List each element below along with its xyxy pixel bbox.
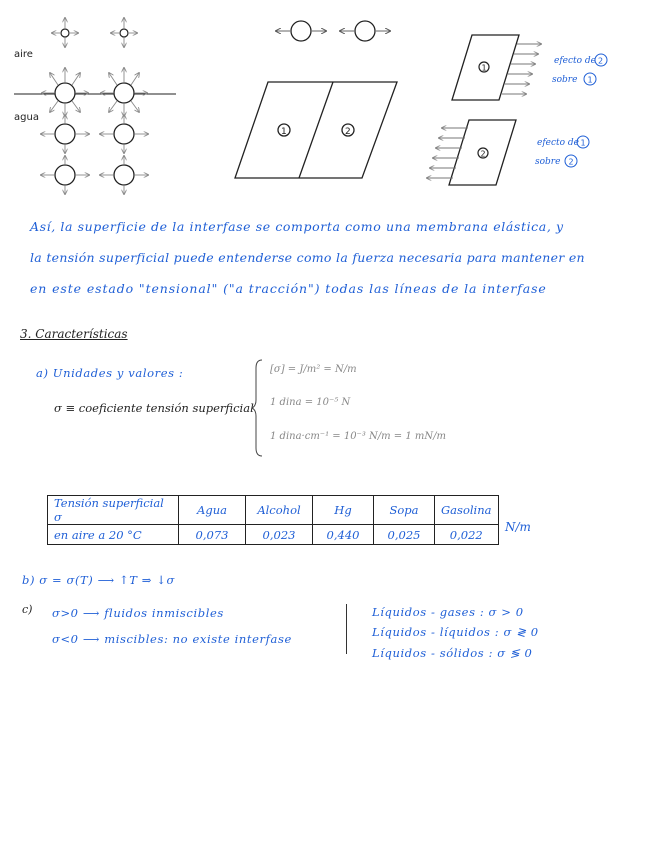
item-b: b) σ = σ(T) ⟶ ↑T ⇒ ↓σ: [22, 573, 175, 587]
table-cell: 0,440: [313, 525, 374, 545]
surface-tension-table: [47, 495, 499, 545]
item-c1: σ>0 ⟶ fluidos inmiscibles: [52, 606, 224, 620]
svg-text:2: 2: [480, 149, 486, 159]
pulling-circles: [276, 21, 390, 41]
col-header: Sopa: [374, 496, 435, 525]
item-c-label: c): [22, 603, 33, 616]
bulk-molecules: [41, 115, 148, 194]
svg-text:1: 1: [580, 138, 586, 148]
svg-text:efecto de: efecto de: [554, 56, 597, 66]
coef-definition: σ ≡ coeficiente tensión superficial: [54, 401, 254, 415]
paragraph-line-3: en este estado "tensional" ("a tracción") todas las líneas de la interfase: [30, 281, 547, 296]
brace: [252, 358, 272, 458]
units-line-3: 1 dina·cm⁻¹ = 10⁻³ N/m = 1 mN/m: [270, 431, 446, 442]
table-header-label: Tensión superficial σ: [48, 496, 179, 525]
table-row-label: en aire a 20 °C: [48, 525, 179, 545]
effect-label-top: [552, 54, 607, 85]
col-header: Agua: [179, 496, 246, 525]
label-aire: aire: [14, 49, 33, 60]
section-heading: 3. Características: [20, 327, 128, 341]
svg-text:2: 2: [598, 56, 604, 66]
table-cell: 0,073: [179, 525, 246, 545]
membrane-parallelogram: [235, 82, 397, 178]
table-unit: N/m: [505, 520, 531, 534]
effect-label-bottom: [535, 136, 589, 167]
units-line-2: 1 dina = 10⁻⁵ N: [270, 397, 351, 408]
svg-text:sobre: sobre: [552, 75, 578, 85]
table-cell: 0,022: [435, 525, 499, 545]
units-line-1: [σ] = J/m² = N/m: [270, 364, 357, 375]
table-cell: 0,025: [374, 525, 435, 545]
table-row: [48, 525, 499, 545]
svg-text:efecto de: efecto de: [537, 138, 580, 148]
col-header: Alcohol: [246, 496, 313, 525]
svg-text:2: 2: [568, 157, 574, 167]
element-2-diagram: [427, 120, 516, 185]
air-molecules: [52, 18, 137, 47]
interface-figure: [0, 0, 646, 200]
item-c2: σ<0 ⟶ miscibles: no existe interfase: [52, 632, 292, 646]
region-1-label: 1: [281, 127, 287, 137]
region-2-label: 2: [345, 127, 351, 137]
divider: [346, 604, 347, 654]
relation-3: Líquidos - sólidos : σ ≶ 0: [372, 646, 533, 660]
svg-text:sobre: sobre: [535, 157, 561, 167]
svg-text:1: 1: [481, 63, 487, 73]
col-header: Hg: [313, 496, 374, 525]
svg-text:1: 1: [587, 75, 593, 85]
surface-molecules: [42, 68, 147, 116]
relation-2: Líquidos - líquidos : σ ≷ 0: [372, 625, 539, 639]
paragraph-line-2: la tensión superficial puede entenderse como la fuerza necesaria para mantener en: [30, 250, 585, 265]
units-label: a) Unidades y valores :: [36, 366, 184, 380]
col-header: Gasolina: [435, 496, 499, 525]
paragraph-line-1: Así, la superficie de la interfase se comporta como una membrana elástica, y: [30, 219, 564, 234]
table-cell: 0,023: [246, 525, 313, 545]
table-row: [48, 496, 499, 525]
element-1-diagram: [452, 35, 541, 100]
label-agua: agua: [14, 112, 39, 123]
relation-1: Líquidos - gases : σ > 0: [372, 605, 524, 619]
